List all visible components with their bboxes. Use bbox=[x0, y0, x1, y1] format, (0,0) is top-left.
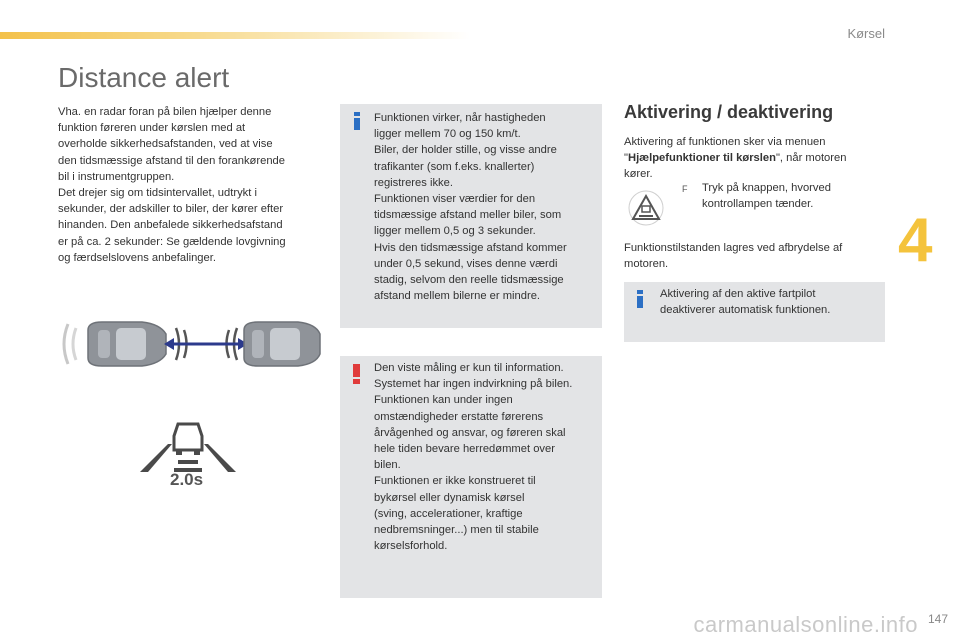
menu-after: ", når motoren bbox=[775, 152, 847, 165]
info-icon bbox=[354, 112, 360, 128]
intro-line: funktion føreren under kørslen med at bbox=[58, 122, 246, 135]
instrument-display bbox=[138, 414, 238, 490]
info-line: trafikanter (som f.eks. knallerter) bbox=[374, 160, 535, 173]
bullet-marker: F bbox=[682, 184, 688, 194]
warning-line: Funktionen er ikke konstrueret til bbox=[374, 475, 536, 488]
distance-display-icon bbox=[138, 414, 238, 474]
info-line: under 0,5 sekund, vises denne værdi bbox=[374, 257, 558, 270]
info-line: stadig, selvom den reelle tidsmæssige bbox=[374, 274, 564, 287]
warning-box bbox=[340, 356, 602, 598]
note-line: deaktiverer automatisk funktionen. bbox=[660, 304, 831, 317]
front-car-icon bbox=[244, 322, 320, 366]
note-line: Aktivering af den aktive fartpilot bbox=[660, 288, 816, 300]
warning-icon bbox=[353, 364, 360, 384]
storage-line: Funktionstilstanden lagres ved afbrydelse af bbox=[624, 242, 843, 254]
info-box-conditions bbox=[340, 104, 602, 328]
warning-line: Systemet har ingen indvirkning på bilen. bbox=[374, 378, 573, 391]
section-header: Kørsel bbox=[847, 26, 885, 41]
intro-paragraph bbox=[58, 104, 313, 266]
intro-line: og færdselslovens anbefalinger. bbox=[58, 251, 216, 264]
page-number: 147 bbox=[927, 612, 948, 626]
watermark: carmanualsonline.info bbox=[693, 612, 918, 637]
warning-line: bykørsel eller dynamisk kørsel bbox=[374, 491, 525, 504]
info-line: ligger mellem 0,5 og 3 sekunder. bbox=[374, 225, 536, 238]
menu-name: Hjælpefunktioner til kørslen bbox=[627, 152, 776, 165]
info-line: afstand mellem bilerne er mindre. bbox=[374, 290, 541, 303]
storage-line: motoren. bbox=[624, 258, 669, 271]
intro-line: bil i instrumentgruppen. bbox=[58, 170, 175, 183]
bullet-line: kontrollampen tænder. bbox=[702, 198, 814, 211]
warning-line: hele tiden bevare herredømmet over bbox=[374, 443, 555, 456]
info-line: Funktionen viser værdier for den bbox=[374, 193, 536, 206]
radar-waves-icon bbox=[64, 324, 76, 364]
header-accent-bar bbox=[0, 32, 470, 39]
page-title: Distance alert bbox=[58, 62, 230, 93]
chapter-number: 4 bbox=[898, 206, 933, 275]
activation-line: kører. bbox=[624, 168, 653, 181]
bullet-line: Tryk på knappen, hvorved bbox=[702, 182, 831, 194]
info-box-cruise-control bbox=[624, 282, 885, 342]
intro-line: sekunder, der adskiller to biler, der kører efter bbox=[58, 203, 284, 216]
intro-line: Vha. en radar foran på bilen hjælper denne bbox=[58, 106, 272, 118]
cruise-note-text bbox=[660, 286, 880, 318]
intro-line: den tidsmæssige afstand til den forankørende bbox=[58, 154, 285, 167]
info-line: Hvis den tidsmæssige afstand kommer bbox=[374, 241, 567, 254]
info-line: Funktionen virker, når hastigheden bbox=[374, 112, 546, 124]
distance-alert-button-icon bbox=[628, 190, 664, 226]
menu-quote: " bbox=[624, 152, 628, 165]
info-line: registreres ikke. bbox=[374, 176, 453, 189]
info-line: Biler, der holder stille, og visse andre bbox=[374, 144, 557, 157]
activation-paragraph bbox=[624, 134, 894, 183]
intro-line: overholde sikkerhedsafstanden, ved at vise bbox=[58, 138, 273, 151]
distance-illustration bbox=[58, 318, 323, 370]
display-value: 2.0s bbox=[170, 470, 204, 489]
warning-line: årvågenhed og ansvar, og føreren skal bbox=[374, 426, 566, 439]
warning-line: Den viste måling er kun til information. bbox=[374, 362, 564, 374]
rear-car-icon bbox=[88, 322, 166, 366]
info-icon bbox=[637, 290, 643, 306]
warning-line: kørselsforhold. bbox=[374, 540, 448, 553]
activation-menu-line bbox=[624, 150, 894, 166]
intro-line: hinanden. Den anbefalede sikkerhedsafstand bbox=[58, 219, 283, 232]
activation-bullet-text bbox=[702, 180, 892, 212]
intro-line: er på ca. 2 sekunder: Se gældende lovgivning bbox=[58, 235, 286, 248]
storage-paragraph bbox=[624, 240, 894, 272]
activation-line: Aktivering af funktionen sker via menuen bbox=[624, 136, 826, 148]
activation-heading: Aktivering / deaktivering bbox=[624, 102, 834, 122]
warning-line: nedbremsninger...) men til stabile bbox=[374, 524, 539, 537]
warning-line: bilen. bbox=[374, 459, 401, 472]
warning-line: (sving, accelerationer, kraftige bbox=[374, 507, 523, 520]
info-line: ligger mellem 70 og 150 km/t. bbox=[374, 128, 521, 141]
warning-line: omstændigheder erstatte førerens bbox=[374, 410, 544, 423]
intro-line: Det drejer sig om tidsintervallet, udtrykt i bbox=[58, 187, 257, 200]
info-line: tidsmæssige afstand meller biler, som bbox=[374, 209, 562, 222]
info-box-text bbox=[374, 110, 600, 304]
warning-line: Funktionen kan under ingen bbox=[374, 394, 513, 407]
warning-box-text bbox=[374, 360, 600, 554]
